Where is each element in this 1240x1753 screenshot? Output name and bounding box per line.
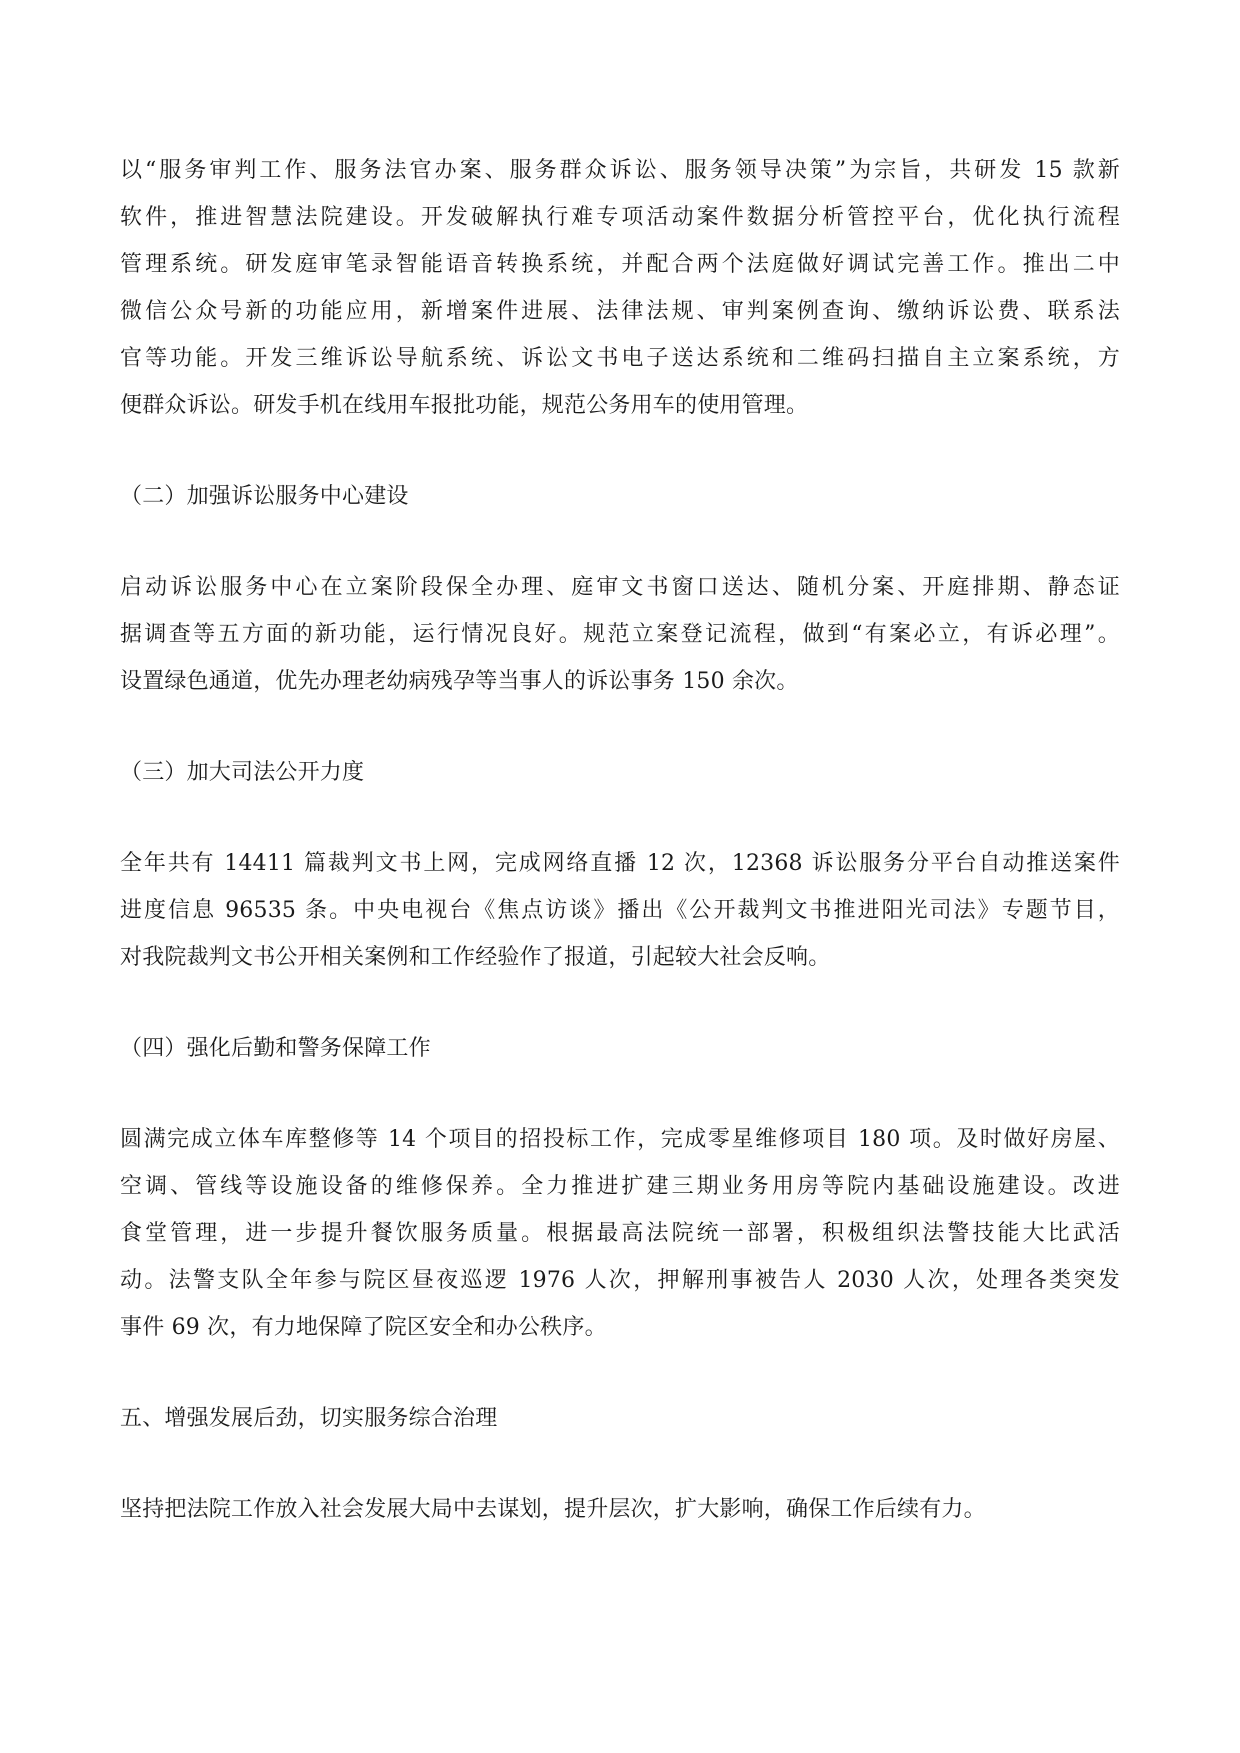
section-heading-2: （二）加强诉讼服务中心建设 [120, 484, 409, 509]
para4-line-1: 圆满完成立体车库整修等 14 个项目的招投标工作，完成零星维修项目 180 项。及时做好房屋、 [120, 1127, 1120, 1152]
para1-line-4: 微信公众号新的功能应用，新增案件进展、法律法规、审判案例查询、缴纳诉讼费、联系法 [120, 299, 1120, 324]
para5-line-1: 坚持把法院工作放入社会发展大局中去谋划，提升层次，扩大影响，确保工作后续有力。 [120, 1497, 986, 1522]
para2-line-1: 启动诉讼服务中心在立案阶段保全办理、庭审文书窗口送达、随机分案、开庭排期、静态证 [120, 575, 1120, 600]
para1-line-5: 官等功能。开发三维诉讼导航系统、诉讼文书电子送达系统和二维码扫描自主立案系统，方 [120, 346, 1120, 371]
para3-line-2: 进度信息 96535 条。中央电视台《焦点访谈》播出《公开裁判文书推进阳光司法》专题节目， [120, 898, 1120, 923]
para1-line-1: 以“服务审判工作、服务法官办案、服务群众诉讼、服务领导决策”为宗旨，共研发 15 款新 [120, 158, 1120, 183]
para3-line-3: 对我院裁判文书公开相关案例和工作经验作了报道，引起较大社会反响。 [120, 945, 831, 970]
para1-line-2: 软件，推进智慧法院建设。开发破解执行难专项活动案件数据分析管控平台，优化执行流程 [120, 205, 1120, 230]
para4-line-4: 动。法警支队全年参与院区昼夜巡逻 1976 人次，押解刑事被告人 2030 人次，处理各类突发 [120, 1268, 1120, 1293]
section-heading-3: （三）加大司法公开力度 [120, 760, 365, 785]
para4-line-5: 事件 69 次，有力地保障了院区安全和办公秩序。 [120, 1315, 607, 1340]
section-heading-4: （四）强化后勤和警务保障工作 [120, 1036, 431, 1061]
para2-line-3: 设置绿色通道，优先办理老幼病残孕等当事人的诉讼事务 150 余次。 [120, 669, 799, 694]
para2-line-2: 据调查等五方面的新功能，运行情况良好。规范立案登记流程，做到“有案必立，有诉必理”。 [120, 622, 1120, 647]
para1-line-3: 管理系统。研发庭审笔录智能语音转换系统，并配合两个法庭做好调试完善工作。推出二中 [120, 252, 1120, 277]
para3-line-1: 全年共有 14411 篇裁判文书上网，完成网络直播 12 次，12368 诉讼服务分平台自动推送案件 [120, 851, 1120, 876]
para1-line-6: 便群众诉讼。研发手机在线用车报批功能，规范公务用车的使用管理。 [120, 393, 809, 418]
para4-line-2: 空调、管线等设施设备的维修保养。全力推进扩建三期业务用房等院内基础设施建设。改进 [120, 1174, 1120, 1199]
para4-line-3: 食堂管理，进一步提升餐饮服务质量。根据最高法院统一部署，积极组织法警技能大比武活 [120, 1221, 1120, 1246]
section-heading-5: 五、增强发展后劲，切实服务综合治理 [120, 1406, 498, 1431]
